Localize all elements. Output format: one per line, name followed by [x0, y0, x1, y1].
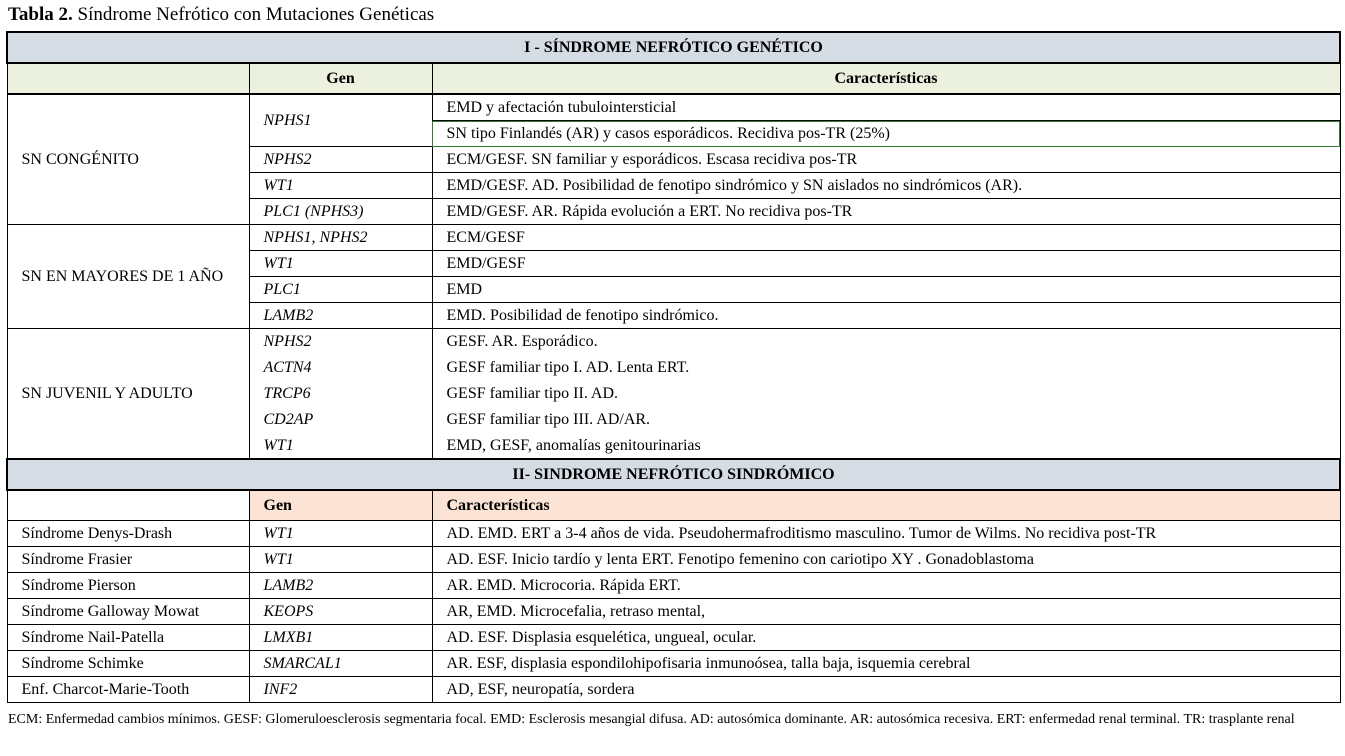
section-1-column-headers — [7, 63, 1340, 94]
table-title-label: Tabla 2. — [8, 4, 73, 25]
table-row — [7, 599, 1340, 625]
group-name: SN JUVENIL Y ADULTO — [7, 329, 249, 460]
characteristics-cell: AR. ESF, displasia espondilohipofisaria inmunoósea, talla baja, isquemia cerebral — [432, 651, 1340, 677]
gene-cell: WT1 — [249, 521, 432, 547]
characteristics-cell: AD. ESF. Displasia esquelética, ungueal, ocular. — [432, 625, 1340, 651]
section-2-column-headers — [7, 490, 1340, 521]
characteristics-cell: AR, EMD. Microcefalia, retraso mental, — [432, 599, 1340, 625]
gene-cell: PLC1 (NPHS3) — [249, 199, 432, 225]
gene-cell: LMXB1 — [249, 625, 432, 651]
characteristics-cell: ECM/GESF. SN familiar y esporádicos. Escasa recidiva pos-TR — [432, 147, 1340, 173]
syndrome-name: Síndrome Denys-Drash — [7, 521, 249, 547]
table-row — [7, 625, 1340, 651]
characteristics-cell: GESF familiar tipo II. AD. — [432, 381, 1340, 407]
table-row — [7, 651, 1340, 677]
gene-cell: LAMB2 — [249, 303, 432, 329]
characteristics-cell: GESF. AR. Esporádico. — [432, 329, 1340, 355]
gen-column-header: Gen — [249, 490, 432, 521]
characteristics-cell: EMD y afectación tubulointersticial — [432, 94, 1340, 121]
table-row — [7, 547, 1340, 573]
table-row — [7, 573, 1340, 599]
gene-cell: KEOPS — [249, 599, 432, 625]
gene-cell: NPHS2 — [249, 329, 432, 355]
group-name: SN CONGÉNITO — [7, 94, 249, 225]
section-2-header: II- SINDROME NEFRÓTICO SINDRÓMICO — [7, 459, 1340, 490]
syndrome-name: Síndrome Schimke — [7, 651, 249, 677]
gene-cell: LAMB2 — [249, 573, 432, 599]
characteristics-cell: ECM/GESF — [432, 225, 1340, 251]
table-row — [7, 225, 1340, 251]
characteristics-cell: GESF familiar tipo I. AD. Lenta ERT. — [432, 355, 1340, 381]
syndrome-name: Enf. Charcot-Marie-Tooth — [7, 677, 249, 703]
syndrome-name: Síndrome Nail-Patella — [7, 625, 249, 651]
blank-header-cell — [7, 63, 249, 94]
characteristics-cell: EMD, GESF, anomalías genitourinarias — [432, 433, 1340, 460]
section-2-header-row — [7, 459, 1340, 490]
footnote: ECM: Enfermedad cambios mínimos. GESF: Glomeruloesclerosis segmentaria focal. EMD: Esclerosis mesangial difusa. AD: autosómica dominante. AR: autosómica recesiva. ERT: enfermedad renal terminal. TR: trasplante renal — [8, 712, 1295, 727]
caracteristicas-column-header: Características — [432, 490, 1340, 521]
syndrome-name: Síndrome Pierson — [7, 573, 249, 599]
characteristics-cell: EMD/GESF. AR. Rápida evolución a ERT. No recidiva pos-TR — [432, 199, 1340, 225]
gene-cell: INF2 — [249, 677, 432, 703]
gene-cell: WT1 — [249, 173, 432, 199]
characteristics-cell: GESF familiar tipo III. AD/AR. — [432, 407, 1340, 433]
group-name: SN EN MAYORES DE 1 AÑO — [7, 225, 249, 329]
characteristics-cell: AD. EMD. ERT a 3-4 años de vida. Pseudohermafroditismo masculino. Tumor de Wilms. No recidiva post-TR — [432, 521, 1340, 547]
gene-cell: WT1 — [249, 251, 432, 277]
genetic-nephrotic-table — [6, 31, 1341, 703]
gene-cell: NPHS2 — [249, 147, 432, 173]
characteristics-cell: EMD/GESF — [432, 251, 1340, 277]
syndrome-name: Síndrome Frasier — [7, 547, 249, 573]
gene-cell: WT1 — [249, 547, 432, 573]
gene-cell: PLC1 — [249, 277, 432, 303]
gene-cell: TRCP6 — [249, 381, 432, 407]
table-row — [7, 329, 1340, 355]
table-title — [8, 3, 434, 27]
table-row — [7, 677, 1340, 703]
gene-cell: WT1 — [249, 433, 432, 460]
characteristics-cell: AR. EMD. Microcoria. Rápida ERT. — [432, 573, 1340, 599]
section-1-header: I - SÍNDROME NEFRÓTICO GENÉTICO — [7, 32, 1340, 63]
characteristics-cell: SN tipo Finlandés (AR) y casos esporádicos. Recidiva pos-TR (25%) — [432, 121, 1340, 147]
gene-cell: SMARCAL1 — [249, 651, 432, 677]
blank-header-cell — [7, 490, 249, 521]
characteristics-cell: EMD — [432, 277, 1340, 303]
characteristics-cell: EMD. Posibilidad de fenotipo sindrómico. — [432, 303, 1340, 329]
table-row — [7, 521, 1340, 547]
gene-cell: NPHS1 — [249, 94, 432, 147]
syndrome-name: Síndrome Galloway Mowat — [7, 599, 249, 625]
characteristics-cell: AD, ESF, neuropatía, sordera — [432, 677, 1340, 703]
characteristics-cell: EMD/GESF. AD. Posibilidad de fenotipo sindrómico y SN aislados no sindrómicos (AR). — [432, 173, 1340, 199]
table-row — [7, 94, 1340, 121]
table-title-text: Síndrome Nefrótico con Mutaciones Genéticas — [72, 4, 435, 25]
gen-column-header: Gen — [249, 63, 432, 94]
section-1-header-row — [7, 32, 1340, 63]
gene-cell: CD2AP — [249, 407, 432, 433]
gene-cell: ACTN4 — [249, 355, 432, 381]
caracteristicas-column-header: Características — [432, 63, 1340, 94]
gene-cell: NPHS1, NPHS2 — [249, 225, 432, 251]
characteristics-cell: AD. ESF. Inicio tardío y lenta ERT. Fenotipo femenino con cariotipo XY . Gonadoblastoma — [432, 547, 1340, 573]
